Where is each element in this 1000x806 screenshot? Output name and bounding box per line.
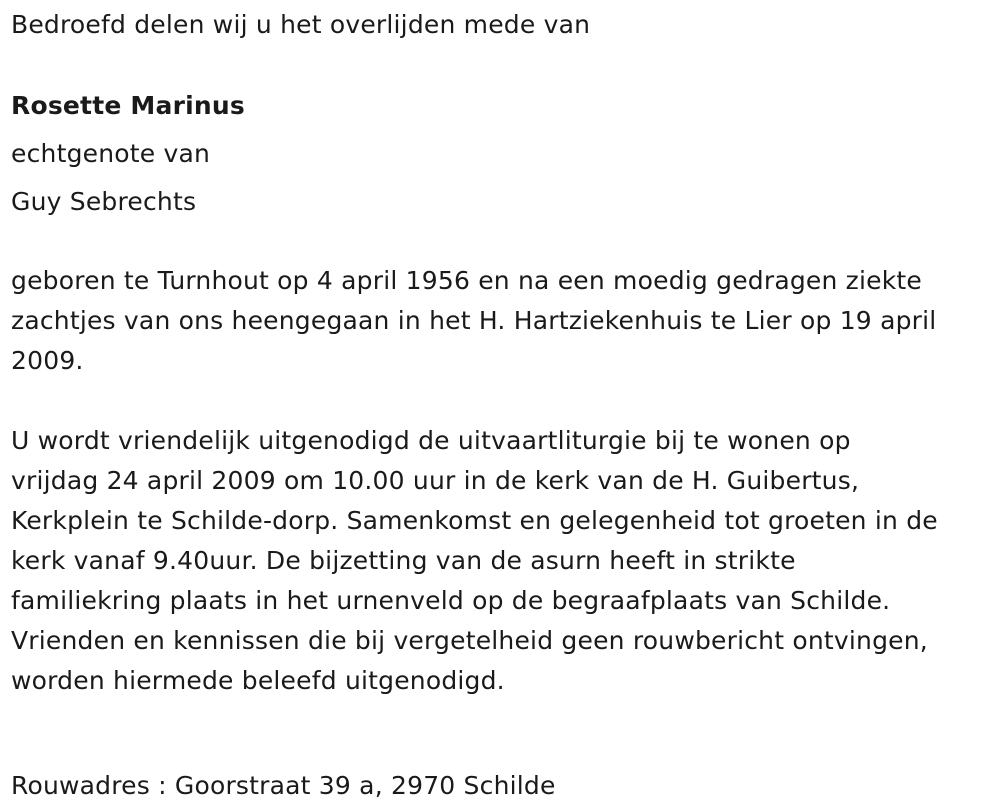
mourning-address: Rouwadres : Goorstraat 39 a, 2970 Schilde xyxy=(11,771,556,800)
paragraph-line: familiekring plaats in het urnenveld op de begraafplaats van Schilde. xyxy=(11,586,891,615)
paragraph-line: Kerkplein te Schilde-dorp. Samenkomst en gelegenheid tot groeten in de xyxy=(11,506,938,535)
paragraph-line: vrijdag 24 april 2009 om 10.00 uur in de kerk van de H. Guibertus, xyxy=(11,466,860,495)
paragraph-line: Vrienden en kennissen die bij vergetelheid geen rouwbericht ontvingen, xyxy=(11,626,928,655)
intro-text: Bedroefd delen wij u het overlijden mede van xyxy=(11,10,591,39)
paragraph-line: geboren te Turnhout op 4 april 1956 en na een moedig gedragen ziekte xyxy=(11,266,922,295)
relation-text: echtgenote van xyxy=(11,139,211,168)
paragraph-line: zachtjes van ons heengegaan in het H. Hartziekenhuis te Lier op 19 april xyxy=(11,306,937,335)
paragraph-line: kerk vanaf 9.40uur. De bijzetting van de asurn heeft in strikte xyxy=(11,546,796,575)
birth-death-paragraph xyxy=(11,261,991,381)
paragraph-line: 2009. xyxy=(11,346,84,375)
deceased-name: Rosette Marinus xyxy=(11,91,245,120)
paragraph-line: U wordt vriendelijk uitgenodigd de uitvaartliturgie bij te wonen op xyxy=(11,426,851,455)
spouse-name: Guy Sebrechts xyxy=(11,187,197,216)
paragraph-line: worden hiermede beleefd uitgenodigd. xyxy=(11,666,505,695)
funeral-paragraph xyxy=(11,421,991,701)
